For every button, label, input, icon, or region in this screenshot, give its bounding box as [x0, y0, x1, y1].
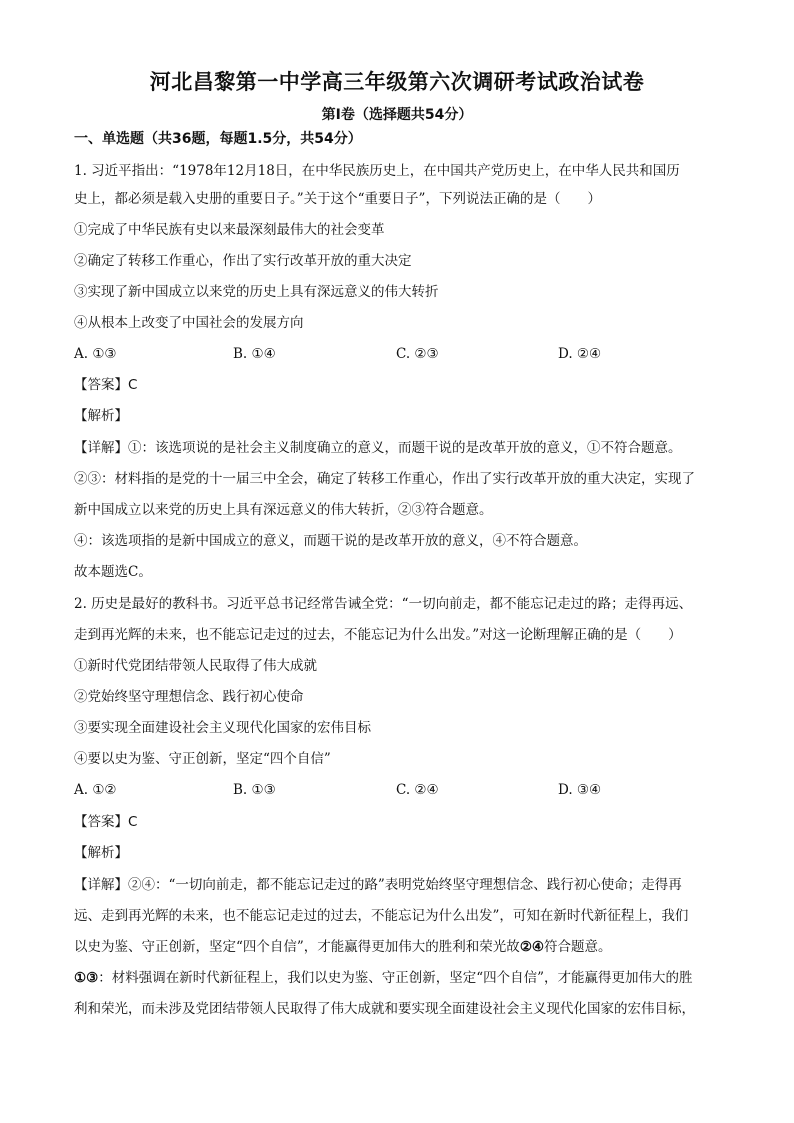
q2-detail-line-2: 远、走到再光辉的未来，也不能忘记走过的过去，不能忘记为什么出发”，可知在新时代新征程上，我们 [74, 908, 689, 924]
part-subtitle: 第Ⅰ卷（选择题共54分） [321, 107, 473, 123]
q1-detail-line-5: 故本题选C。 [74, 564, 152, 580]
q2-item-2: ②党始终坚守理想信念、践行初心使命 [74, 689, 304, 705]
q2-option-c: C. ②④ [396, 782, 439, 798]
q1-answer: 【答案】C [74, 377, 138, 393]
q1-detail-line-2: ②③：材料指的是党的十一届三中全会，确定了转移工作重心，作出了实行改革开放的重大决定，实现了 [74, 471, 695, 487]
q2-detail-line-5: 利和荣光，而未涉及党团结带领人民取得了伟大成就和要实现全面建设社会主义现代化国家的宏伟目标， [74, 1001, 695, 1017]
q1-item-1: ①完成了中华民族有史以来最深刻最伟大的社会变革 [74, 222, 385, 238]
q1-stem-line-2: 史上，都必须是载入史册的重要日子。”关于这个“重要日子”，下列说法正确的是（ ） [74, 191, 601, 207]
q1-stem-line-1: 1. 习近平指出：“1978年12月18日，在中华民族历史上，在中国共产党历史上，在中华人民共和国历 [74, 163, 680, 179]
q1-option-c: C. ②③ [396, 346, 439, 362]
q1-analysis-label: 【解析】 [74, 408, 128, 424]
q1-item-4: ④从根本上改变了中国社会的发展方向 [74, 315, 304, 331]
q2-answer: 【答案】C [74, 814, 138, 830]
q2-option-a: A. ①② [74, 782, 117, 798]
q2-detail-line-4-text: ：材料强调在新时代新征程上，我们以史为鉴、守正创新，坚定“四个自信”，才能赢得更加伟大的胜 [98, 970, 693, 986]
q2-option-d: D. ③④ [558, 782, 602, 798]
q2-detail-line-3-text: 以史为鉴、守正创新，坚定“四个自信”，才能赢得更加伟大的胜利和荣光故 [74, 939, 520, 955]
q1-item-2: ②确定了转移工作重心，作出了实行改革开放的重大决定 [74, 253, 412, 269]
q2-item-4: ④要以史为鉴、守正创新，坚定“四个自信” [74, 751, 331, 767]
page-title: 河北昌黎第一中学高三年级第六次调研考试政治试卷 [149, 70, 645, 94]
q2-option-b: B. ①③ [233, 782, 276, 798]
q2-detail-line-4-marks: ①③ [74, 970, 99, 986]
q2-item-3: ③要实现全面建设社会主义现代化国家的宏伟目标 [74, 720, 371, 736]
q2-detail-line-3-end: 符合题意。 [544, 939, 612, 955]
q1-detail-line-3: 新中国成立以来党的历史上具有深远意义的伟大转折，②③符合题意。 [74, 502, 493, 518]
q2-stem-line-1: 2. 历史是最好的教科书。习近平总书记经常告诫全党：“一切向前走，都不能忘记走过的路；走得再远、 [74, 596, 693, 612]
q1-option-d: D. ②④ [558, 346, 602, 362]
q1-detail-line-1: 【详解】①：该选项说的是社会主义制度确立的意义，而题干说的是改革开放的意义，①不符合题意。 [74, 440, 682, 456]
section-heading: 一、单选题（共36题，每题1.5分，共54分） [74, 131, 362, 147]
q2-detail-line-1: 【详解】②④：“一切向前走，都不能忘记走过的路”表明党始终坚守理想信念、践行初心使命；走得再 [74, 877, 682, 893]
q2-detail-line-3 [74, 937, 724, 957]
q1-option-a: A. ①③ [74, 346, 117, 362]
q1-item-3: ③实现了新中国成立以来党的历史上具有深远意义的伟大转折 [74, 284, 439, 300]
q2-analysis-label: 【解析】 [74, 845, 128, 861]
q2-detail-line-3-marks: ②④ [519, 939, 545, 955]
q2-detail-line-4 [74, 968, 724, 988]
q1-detail-line-4: ④：该选项指的是新中国成立的意义，而题干说的是改革开放的意义，④不符合题意。 [74, 533, 587, 549]
q2-item-1: ①新时代党团结带领人民取得了伟大成就 [74, 658, 317, 674]
q2-stem-line-2: 走到再光辉的未来，也不能忘记走过的过去，不能忘记为什么出发。”对这一论断理解正确的是（ ） [74, 627, 682, 643]
q1-option-b: B. ①④ [233, 346, 276, 362]
